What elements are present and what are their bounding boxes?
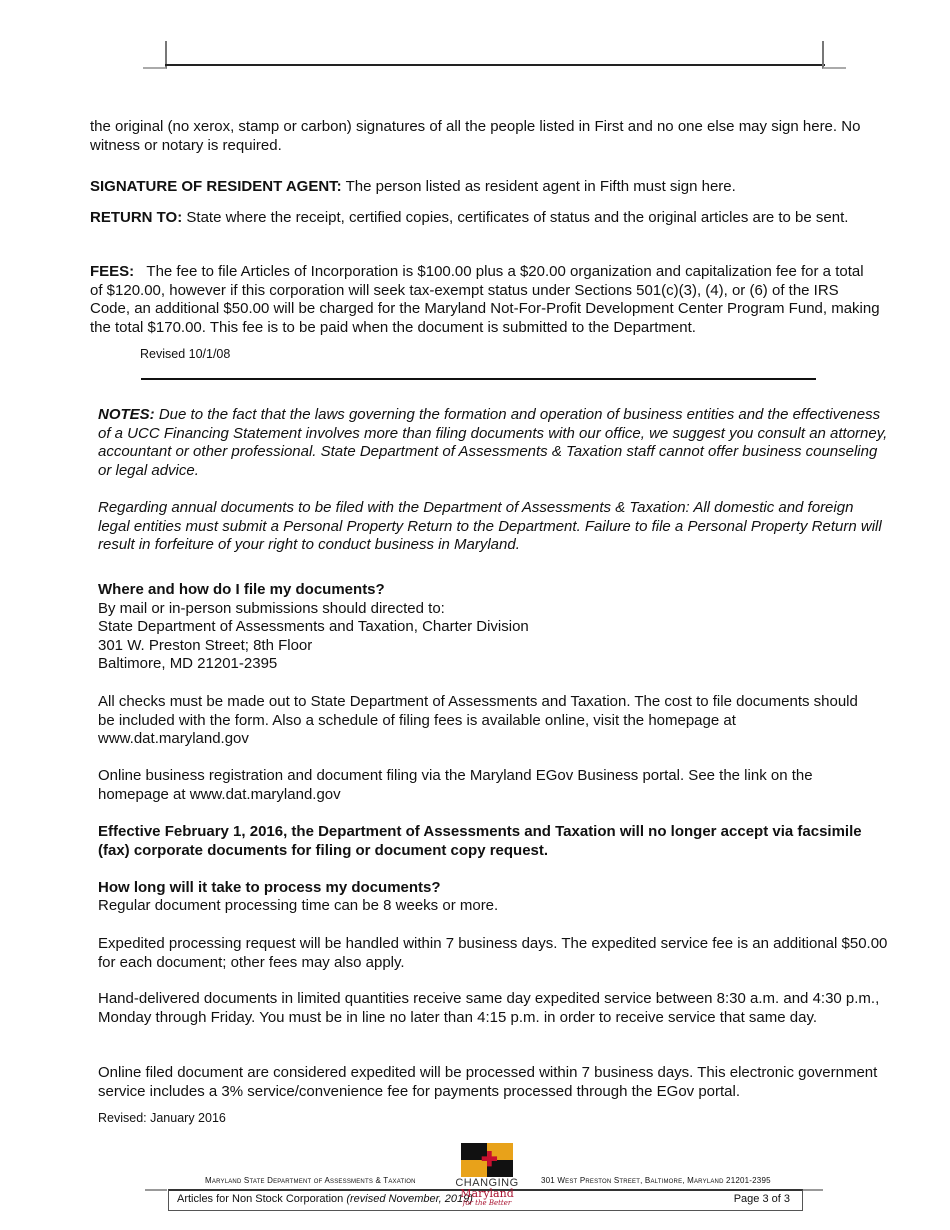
logo-maryland-text: Maryland	[460, 1187, 514, 1200]
header-corner-right	[822, 41, 846, 69]
how-long-heading: How long will it take to process my documents?	[98, 879, 441, 896]
section-divider	[141, 378, 816, 380]
notes-paragraph	[98, 406, 888, 480]
footer-department: Maryland State Department of Assessments & Taxation	[205, 1176, 416, 1185]
footer-bar-right	[803, 1189, 823, 1191]
logo-changing-text: CHANGING	[455, 1177, 519, 1189]
logo-tagline-text: for the Better	[462, 1199, 512, 1207]
maryland-flag-icon: ✚	[461, 1143, 513, 1177]
where-line-3: 301 W. Preston Street; 8th Floor	[98, 637, 313, 654]
header-rule	[165, 64, 825, 66]
resident-agent-text: The person listed as resident agent in Fifth must sign here.	[341, 178, 736, 195]
notes-text: Due to the fact that the laws governing the formation and operation of business entities and the effectiveness of a UCC Financing Statement involves more than filing documents with our office, we suggest you consult an attorney, accountant or other professional. State Department of Assessments & Taxation staff cannot offer business counseling or legal advice.	[98, 406, 888, 479]
online-filed-paragraph: Online filed document are considered expedited will be processed within 7 business days. This electronic government service includes a 3% service/convenience fee for payments processed through the EGov portal.	[98, 1064, 878, 1100]
return-to-label: RETURN TO:	[90, 209, 183, 226]
footer-bar-left	[145, 1189, 167, 1191]
top-paragraph: the original (no xerox, stamp or carbon) signatures of all the people listed in First and no one else may sign here. No witness or notary is required.	[90, 118, 861, 154]
return-to-text: State where the receipt, certified copies, certificates of status and the original articles are to be sent.	[182, 209, 849, 226]
where-line-1: By mail or in-person submissions should directed to:	[98, 600, 445, 617]
footer-address: 301 West Preston Street, Baltimore, Maryland 21201-2395	[541, 1176, 771, 1185]
notes-label: NOTES:	[98, 406, 155, 423]
checks-paragraph: All checks must be made out to State Department of Assessments and Taxation. The cost to file documents should be included with the form. Also a schedule of filing fees is available online, visit the homepage at www.dat.maryland.gov	[98, 693, 858, 747]
where-heading: Where and how do I file my documents?	[98, 581, 385, 598]
footer-form-name: Articles for Non Stock Corporation	[177, 1193, 344, 1205]
resident-agent-paragraph	[90, 178, 880, 197]
revised-date-1: Revised 10/1/08	[140, 347, 231, 361]
fees-text: The fee to file Articles of Incorporation is $100.00 plus a $20.00 organization and capitalization fee for a total of $120.00, however if this corporation will seek tax-exempt status under Sections 501(c)(3), (4), or (6) of the IRS Code, an additional $50.00 will be charged for the Maryland Not-For-Profit Development Center Program Fund, making the total $170.00. This fee is to be paid when the document is submitted to the Department.	[90, 263, 884, 336]
online-paragraph: Online business registration and document filing via the Maryland EGov Business portal. See the link on the homepage at www.dat.maryland.gov	[98, 767, 813, 803]
footer-form-title	[177, 1193, 473, 1205]
footer-form-revised: (revised November, 2019)	[346, 1193, 473, 1205]
header-corner-left	[143, 41, 167, 69]
where-line-4: Baltimore, MD 21201-2395	[98, 655, 278, 672]
how-long-text: Regular document processing time can be 8 weeks or more.	[98, 897, 499, 914]
revised-date-2: Revised: January 2016	[98, 1111, 226, 1125]
return-to-paragraph	[90, 209, 880, 228]
resident-agent-label: SIGNATURE OF RESIDENT AGENT:	[90, 178, 342, 195]
fees-paragraph	[90, 263, 884, 337]
expedited-paragraph: Expedited processing request will be handled within 7 business days. The expedited service fee is an additional $50.00 for each document; other fees may also apply.	[98, 935, 888, 971]
fees-label: FEES:	[90, 263, 135, 280]
hand-delivered-paragraph: Hand-delivered documents in limited quantities receive same day expedited service between 8:30 a.m. and 4:30 p.m., Monday through Friday. You must be in line no later than 4:15 p.m. in order to receive service that same day.	[98, 990, 880, 1026]
footer-page-number: Page 3 of 3	[733, 1193, 790, 1205]
where-line-2: State Department of Assessments and Taxation, Charter Division	[98, 618, 529, 635]
changing-maryland-logo	[451, 1143, 523, 1207]
annual-documents-paragraph: Regarding annual documents to be filed with the Department of Assessments & Taxation: All domestic and foreign legal entities must submit a Personal Property Return to the Department. Failure to file a Personal Property Return will result in forfeiture of your right to conduct business in Maryland.	[98, 499, 882, 553]
fax-notice: Effective February 1, 2016, the Department of Assessments and Taxation will no longer accept via facsimile (fax) corporate documents for filing or document copy request.	[98, 823, 862, 859]
